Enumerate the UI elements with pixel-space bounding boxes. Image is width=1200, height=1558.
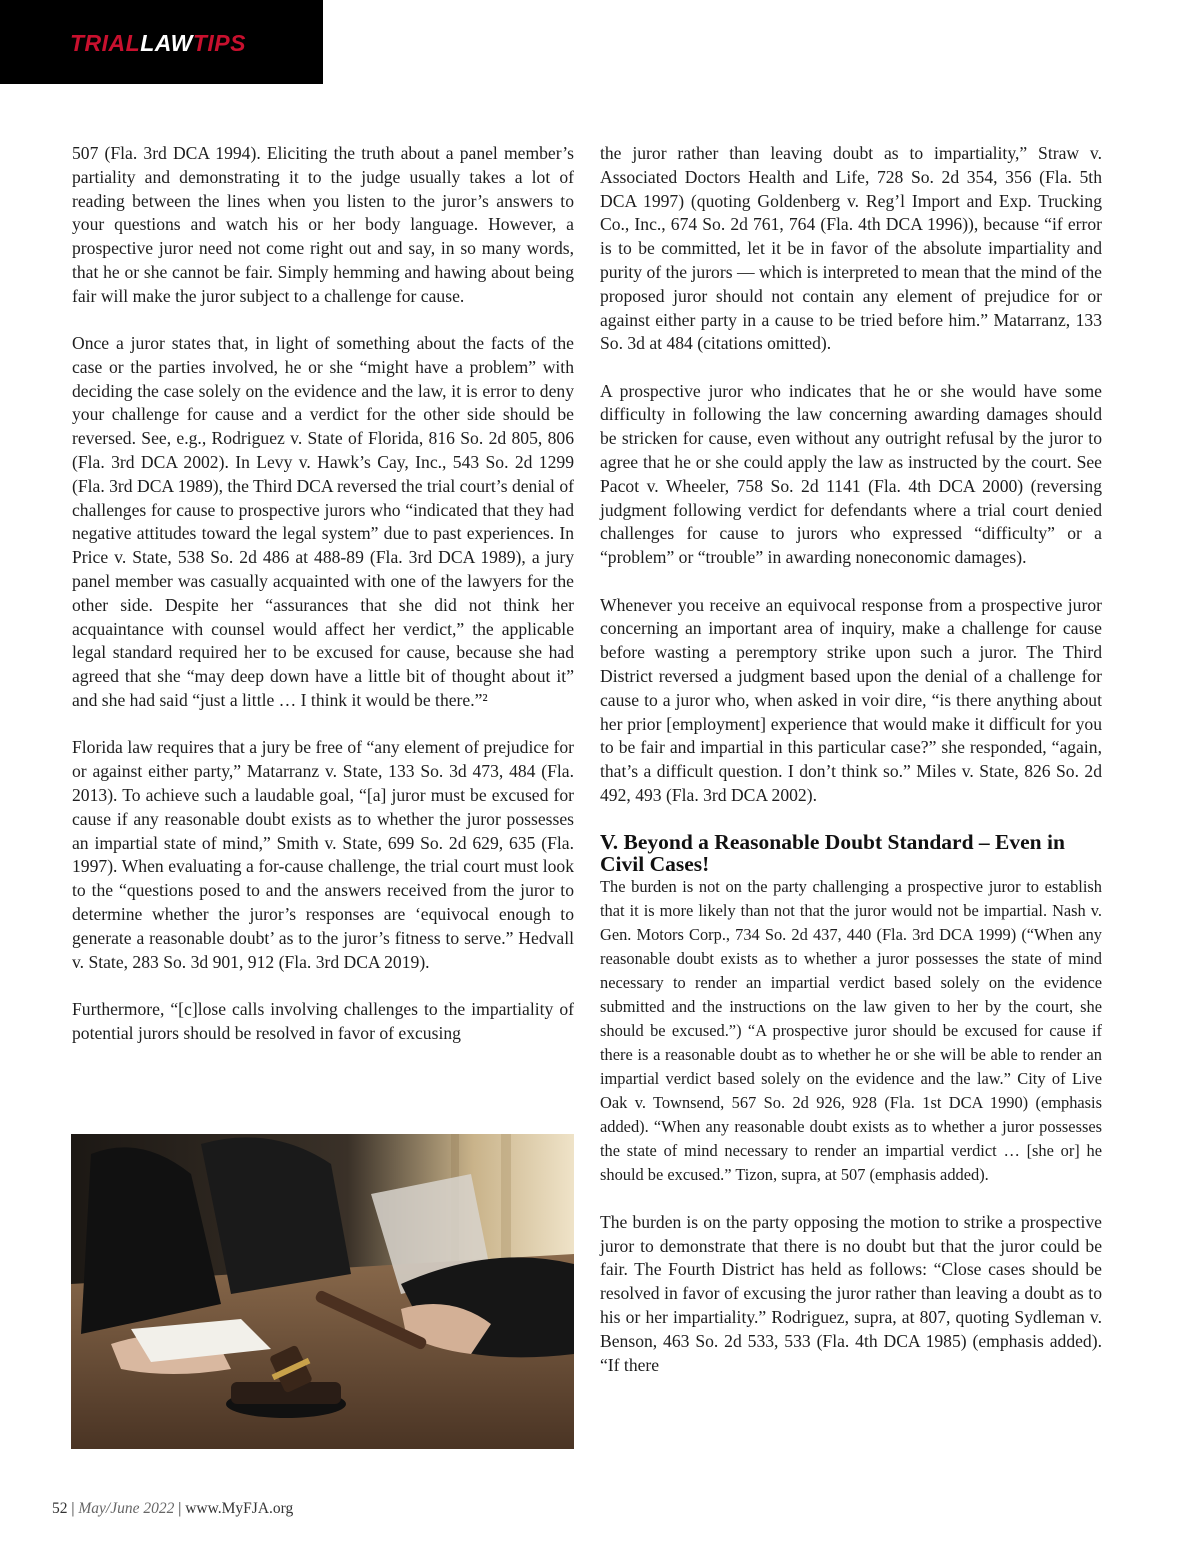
right-paragraph-5: The burden is on the party opposing the motion to strike a prospective juror to demonstrate that there is no doubt but that the juror could be fair. The Fourth District has held as follows: “Close cases should be resolved in favor of excusing the juror rather than leaving a doubt as to his or her impartiality.” Rodriguez, supra, at 807, quoting Sydleman v. Benson, 463 So. 2d 533, 533 (Fla. 4th DCA 1985) (emphasis added). “If there bbox=[600, 1211, 1102, 1375]
left-paragraph-1: 507 (Fla. 3rd DCA 1994). Eliciting the truth about a panel member’s partiality and demonstrating it to the judge usually takes a lot of reading between the lines when you listen to the juror’s answers to your questions and watch his or her body language. However, a prospective juror need not come right out and say, in so many words, that he or she cannot be fair. Simply hemming and hawing about being fair will make the juror subject to a challenge for cause. bbox=[72, 143, 574, 306]
left-column bbox=[72, 142, 574, 1045]
right-paragraph-4: The burden is not on the party challenging a prospective juror to establish that it is more likely than not that the juror would not be impartial. Nash v. Gen. Motors Corp., 734 So. 2d 437, 440 (Fla. 3rd DCA 1999) (“When any reasonable doubt exists as to whether a juror possesses the state of mind necessary to render an impartial verdict based solely on the evidence submitted and the instructions on the law given to her by the court, she should be excused.”) “A prospective juror should be excused for cause if there is a reasonable doubt as to whether he or she will be able to render an impartial verdict based solely on the evidence and the law.” City of Live Oak v. Townsend, 567 So. 2d 926, 928 (Fla. 1st DCA 1990) (emphasis added). “When any reasonable doubt exists as to whether a juror possesses the state of mind necessary to render an impartial verdict … [she or] he should be excused.” Tizon, supra, at 507 (emphasis added). bbox=[600, 877, 1102, 1185]
footer-separator-1: | bbox=[71, 1500, 75, 1517]
brand-part-law: LAW bbox=[140, 30, 193, 56]
footer-separator-2: | bbox=[178, 1500, 182, 1517]
left-paragraph-3: Florida law requires that a jury be free of “any element of prejudice for or against either party,” Matarranz v. State, 133 So. 3d 473, 484 (Fla. 2013). To achieve such a laudable goal, “[a] juror must be excused for cause if any reasonable doubt exists as to whether the juror possesses an impartial state of mind,” Smith v. State, 699 So. 2d 629, 635 (Fla. 1997). When evaluating a for-cause challenge, the trial court must look to the “questions posed to and the answers received from the juror to determine whether the juror’s responses are ‘equivocal enough to generate a reasonable doubt’ as to the juror’s fitness to serve.” Hedvall v. State, 283 So. 3d 901, 912 (Fla. 3rd DCA 2019). bbox=[72, 737, 574, 972]
page-footer bbox=[52, 1500, 293, 1518]
right-paragraph-3: Whenever you receive an equivocal response from a prospective juror concerning an important area of inquiry, make a challenge for cause before wasting a peremptory strike upon such a juror. The Third District reversed a judgment based upon the denial of a challenge for cause to a juror who, when asked in voir dire, “is there anything about her prior [employment] experience that would make it difficult for you to be fair and impartial in this particular case?” she responded, “again, that’s a difficult question. I don’t think so.” Miles v. State, 826 So. 2d 492, 493 (Fla. 3rd DCA 2002). bbox=[600, 594, 1102, 805]
brand-part-trial: TRIAL bbox=[70, 30, 141, 56]
brand-part-tips: TIPS bbox=[192, 30, 246, 56]
courtroom-photo bbox=[71, 1134, 574, 1449]
website-link[interactable]: www.MyFJA.org bbox=[185, 1500, 294, 1517]
issue-date: May/June 2022 bbox=[78, 1500, 175, 1517]
right-paragraph-1: the juror rather than leaving doubt as to impartiality,” Straw v. Associated Doctors Health and Life, 728 So. 2d 354, 356 (Fla. 5th DCA 1997) (quoting Goldenberg v. Reg’l Import and Exp. Trucking Co., Inc., 674 So. 2d 761, 764 (Fla. 4th DCA 1996)), because “if error is to be committed, let it be in favor of the absolute impartiality and purity of the jurors — which is interpreted to mean that the mind of the proposed juror should not contain any element of prejudice for or against either party in a cause to be tried before him.” Matarranz, 133 So. 3d at 484 (citations omitted). bbox=[600, 143, 1102, 354]
left-paragraph-4: Furthermore, “[c]lose calls involving challenges to the impartiality of potential jurors should be resolved in favor of excusing bbox=[72, 998, 574, 1043]
right-column bbox=[600, 142, 1102, 1377]
page-number: 52 bbox=[52, 1500, 68, 1517]
brand-logo bbox=[70, 30, 246, 57]
masthead-banner bbox=[0, 0, 323, 84]
left-paragraph-2: Once a juror states that, in light of something about the facts of the case or the parties involved, he or she “might have a problem” with deciding the case solely on the evidence and the law, it is error to deny your challenge for cause and a verdict for the other side should be reversed. See, e.g., Rodriguez v. State of Florida, 816 So. 2d 805, 806 (Fla. 3rd DCA 2002). In Levy v. Hawk’s Cay, Inc., 543 So. 2d 1299 (Fla. 3rd DCA 1989), the Third DCA reversed the trial court’s denial of challenges for cause to prospective jurors who “indicated that they had negative attitudes toward the legal system” due to past experiences. In Price v. State, 538 So. 2d 486 at 488-89 (Fla. 3rd DCA 1989), a jury panel member was casually acquainted with one of the lawyers for the other side. Despite her “assurances that she did not think her acquaintance with counsel would affect her verdict,” the applicable legal standard required her to be excused for cause, because she had agreed that she “may deep down have a little bit of thought about it” and she had said “just a little … I think it would be there.”² bbox=[72, 333, 574, 711]
section-heading: V. Beyond a Reasonable Doubt Standard – Even in Civil Cases! bbox=[600, 830, 1065, 877]
right-paragraph-2: A prospective juror who indicates that he or she would have some difficulty in following the law concerning awarding damages should be stricken for cause, even without any outright refusal by the juror to agree that he or she could apply the law as instructed by the court. See Pacot v. Wheeler, 758 So. 2d 1141 (Fla. 4th DCA 2000) (reversing judgment following verdict for defendants where a trial court denied challenges for cause to jurors who expressed “difficulty” or a “problem” or “trouble” in awarding noneconomic damages). bbox=[600, 380, 1102, 568]
